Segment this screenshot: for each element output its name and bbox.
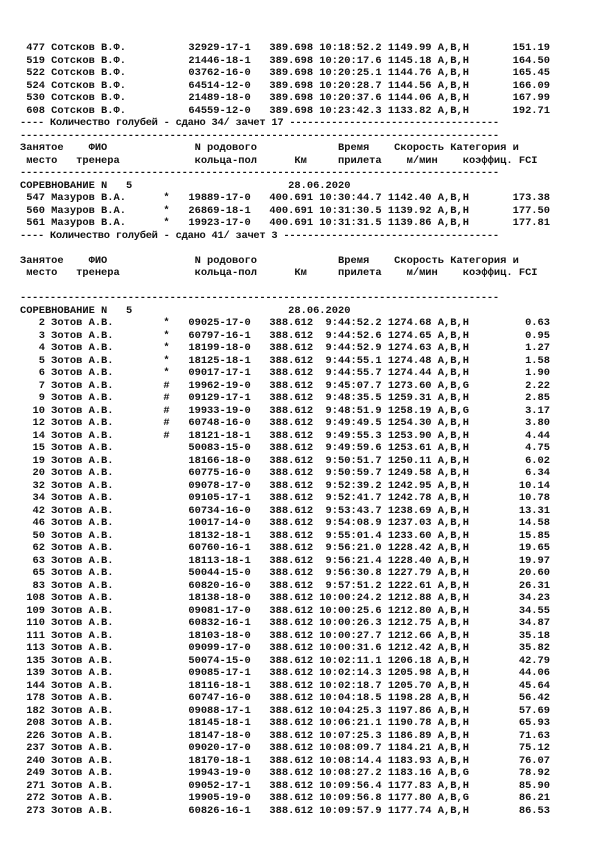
blank-line	[20, 242, 550, 255]
result-row: 2 Зотов А.В. * 09025-17-0 388.612 9:44:52.2 1274.68 А,В,Н 0.63	[20, 317, 551, 329]
result-row: 226 Зотов А.В. 18147-18-0 388.612 10:07:25.3 1186.89 А,В,Н 71.63	[20, 729, 551, 742]
column-header-line-1: Занятое ФИО N родового Время Скорость Категория и	[20, 142, 519, 154]
results-printout	[20, 42, 550, 817]
result-row: 560 Мазуров В.А. * 26869-18-1 400.691 10:31:30.5 1139.92 А,В,Н 177.50	[20, 204, 551, 217]
result-row: 20 Зотов А.В. 60775-16-0 388.612 9:50:59.7 1249.58 А,В,Н 6.34	[20, 467, 551, 479]
result-row: 144 Зотов А.В. 18116-18-1 388.612 10:02:18.7 1205.70 А,В,Н 45.64	[20, 679, 551, 692]
result-row: 10 Зотов А.В. # 19933-19-0 388.612 9:48:51.9 1258.19 А,В,G 3.17	[20, 404, 551, 417]
result-row: 111 Зотов А.В. 18103-18-0 388.612 10:00:27.7 1212.66 А,В,Н 35.18	[20, 629, 551, 642]
result-row: 62 Зотов А.В. 60760-16-1 388.612 9:56:21.0 1228.42 А,В,Н 19.65	[20, 542, 551, 554]
result-row: 46 Зотов А.В. 10017-14-0 388.612 9:54:08.9 1237.03 А,В,Н 14.58	[20, 517, 551, 529]
result-row: 524 Сотсков В.Ф. 64514-12-0 389.698 10:20:28.7 1144.56 А,В,Н 166.09	[20, 79, 551, 92]
result-row: 109 Зотов А.В. 09081-17-0 388.612 10:00:25.6 1212.80 А,В,Н 34.55	[20, 604, 551, 617]
result-row: 135 Зотов А.В. 50074-15-0 388.612 10:02:11.1 1206.18 А,В,Н 42.79	[20, 654, 551, 667]
separator-line: --------------------------------------------------------------------------------	[20, 167, 499, 179]
result-row: 139 Зотов А.В. 09085-17-1 388.612 10:02:14.3 1205.98 А,В,Н 44.06	[20, 667, 551, 679]
result-row: 19 Зотов А.В. 18166-18-0 388.612 9:50:51.7 1250.11 А,В,Н 6.02	[20, 454, 551, 467]
result-row: 477 Сотсков В.Ф. 32929-17-1 389.698 10:18:52.2 1149.99 А,В,Н 151.19	[20, 42, 551, 54]
result-row: 12 Зотов А.В. # 60748-16-0 388.612 9:49:49.5 1254.30 А,В,Н 3.80	[20, 417, 551, 429]
result-row: 522 Сотсков В.Ф. 03762-16-0 389.698 10:20:25.1 1144.76 А,В,Н 165.45	[20, 67, 551, 79]
result-row: 3 Зотов А.В. * 60797-16-1 388.612 9:44:52.6 1274.65 А,В,Н 0.95	[20, 329, 551, 342]
result-row: 83 Зотов А.В. 60820-16-0 388.612 9:57:51.2 1222.61 А,В,Н 26.31	[20, 579, 551, 592]
result-row: 9 Зотов А.В. # 09129-17-1 388.612 9:48:35.5 1259.31 А,В,Н 2.85	[20, 392, 551, 404]
result-row: 50 Зотов А.В. 18132-18-1 388.612 9:55:01.4 1233.60 А,В,Н 15.85	[20, 529, 551, 542]
column-header-line-1: Занятое ФИО N родового Время Скорость Категория и	[20, 254, 519, 267]
result-row: 5 Зотов А.В. * 18125-18-1 388.612 9:44:55.1 1274.48 А,В,Н 1.58	[20, 354, 551, 367]
result-row: 178 Зотов А.В. 60747-16-0 388.612 10:04:18.5 1198.28 А,В,Н 56.42	[20, 692, 551, 704]
result-row: 608 Сотсков В.Ф. 64559-12-0 389.698 10:23:42.3 1133.82 А,В,Н 192.71	[20, 104, 551, 117]
competition-title: СОРЕВНОВАНИЕ N 5 28.06.2020	[20, 304, 351, 317]
result-row: 249 Зотов А.В. 19943-19-0 388.612 10:08:27.2 1183.16 А,В,G 78.92	[20, 767, 551, 779]
result-row: 4 Зотов А.В. * 18199-18-0 388.612 9:44:52.9 1274.63 А,В,Н 1.27	[20, 342, 551, 354]
result-row: 530 Сотсков В.Ф. 21489-18-0 389.698 10:20:37.6 1144.06 А,В,Н 167.99	[20, 92, 551, 104]
result-row: 271 Зотов А.В. 09052-17-1 388.612 10:09:56.4 1177.83 А,В,Н 85.90	[20, 779, 551, 792]
separator-line: --------------------------------------------------------------------------------	[20, 129, 499, 142]
column-header-line-2: место тренера кольца-пол Км прилета м/мин коэффиц. FCI	[20, 154, 538, 167]
result-row: 208 Зотов А.В. 18145-18-1 388.612 10:06:21.1 1190.78 А,В,Н 65.93	[20, 717, 551, 729]
result-row: 15 Зотов А.В. 50083-15-0 388.612 9:49:59.6 1253.61 А,В,Н 4.75	[20, 442, 551, 454]
result-row: 6 Зотов А.В. * 09017-17-1 388.612 9:44:55.7 1274.44 А,В,Н 1.90	[20, 367, 551, 379]
competition-title: СОРЕВНОВАНИЕ N 5 28.06.2020	[20, 179, 351, 192]
pigeon-count-summary: ---- Количество голубей - сдано 34/ зачет 17 -----------------------------------	[20, 117, 499, 129]
result-row: 34 Зотов А.В. 09105-17-1 388.612 9:52:41.7 1242.78 А,В,Н 10.78	[20, 492, 551, 504]
pigeon-count-summary: ---- Количество голубей - сдано 41/ зачет 3 ------------------------------------	[20, 229, 499, 242]
result-row: 113 Зотов А.В. 09099-17-0 388.612 10:00:31.6 1212.42 А,В,Н 35.82	[20, 642, 551, 654]
result-row: 237 Зотов А.В. 09020-17-0 388.612 10:08:09.7 1184.21 А,В,Н 75.12	[20, 742, 551, 754]
result-row: 519 Сотсков В.Ф. 21446-18-1 389.698 10:20:17.6 1145.18 А,В,Н 164.50	[20, 54, 551, 67]
result-row: 547 Мазуров В.А. * 19889-17-0 400.691 10:30:44.7 1142.40 А,В,Н 173.38	[20, 192, 551, 204]
result-row: 240 Зотов А.В. 18170-18-1 388.612 10:08:14.4 1183.93 А,В,Н 76.07	[20, 754, 551, 767]
result-row: 108 Зотов А.В. 18138-18-0 388.612 10:00:24.2 1212.88 А,В,Н 34.23	[20, 592, 551, 604]
result-row: 7 Зотов А.В. # 19962-19-0 388.612 9:45:07.7 1273.60 А,В,G 2.22	[20, 379, 551, 392]
result-row: 272 Зотов А.В. 19905-19-0 388.612 10:09:56.8 1177.80 А,В,G 86.21	[20, 792, 551, 804]
separator-line: --------------------------------------------------------------------------------	[20, 292, 499, 304]
result-row: 182 Зотов А.В. 09088-17-1 388.612 10:04:25.3 1197.86 А,В,Н 57.69	[20, 704, 551, 717]
result-row: 273 Зотов А.В. 60826-16-1 388.612 10:09:57.9 1177.74 А,В,Н 86.53	[20, 804, 551, 817]
result-row: 32 Зотов А.В. 09078-17-0 388.612 9:52:39.2 1242.95 А,В,Н 10.14	[20, 479, 551, 492]
result-row: 65 Зотов А.В. 50044-15-0 388.612 9:56:30.8 1227.79 А,В,Н 20.60	[20, 567, 551, 579]
blank-line	[20, 280, 550, 293]
column-header-line-2: место тренера кольца-пол Км прилета м/мин коэффиц. FCI	[20, 267, 538, 279]
result-row: 14 Зотов А.В. # 18121-18-1 388.612 9:49:55.3 1253.90 А,В,Н 4.44	[20, 429, 551, 442]
result-row: 42 Зотов А.В. 60734-16-0 388.612 9:53:43.7 1238.69 А,В,Н 13.31	[20, 504, 551, 517]
result-row: 63 Зотов А.В. 18113-18-1 388.612 9:56:21.4 1228.40 А,В,Н 19.97	[20, 554, 551, 567]
result-row: 561 Мазуров В.А. * 19923-17-0 400.691 10:31:31.5 1139.86 А,В,Н 177.81	[20, 217, 551, 229]
result-row: 110 Зотов А.В. 60832-16-1 388.612 10:00:26.3 1212.75 А,В,Н 34.87	[20, 617, 551, 629]
